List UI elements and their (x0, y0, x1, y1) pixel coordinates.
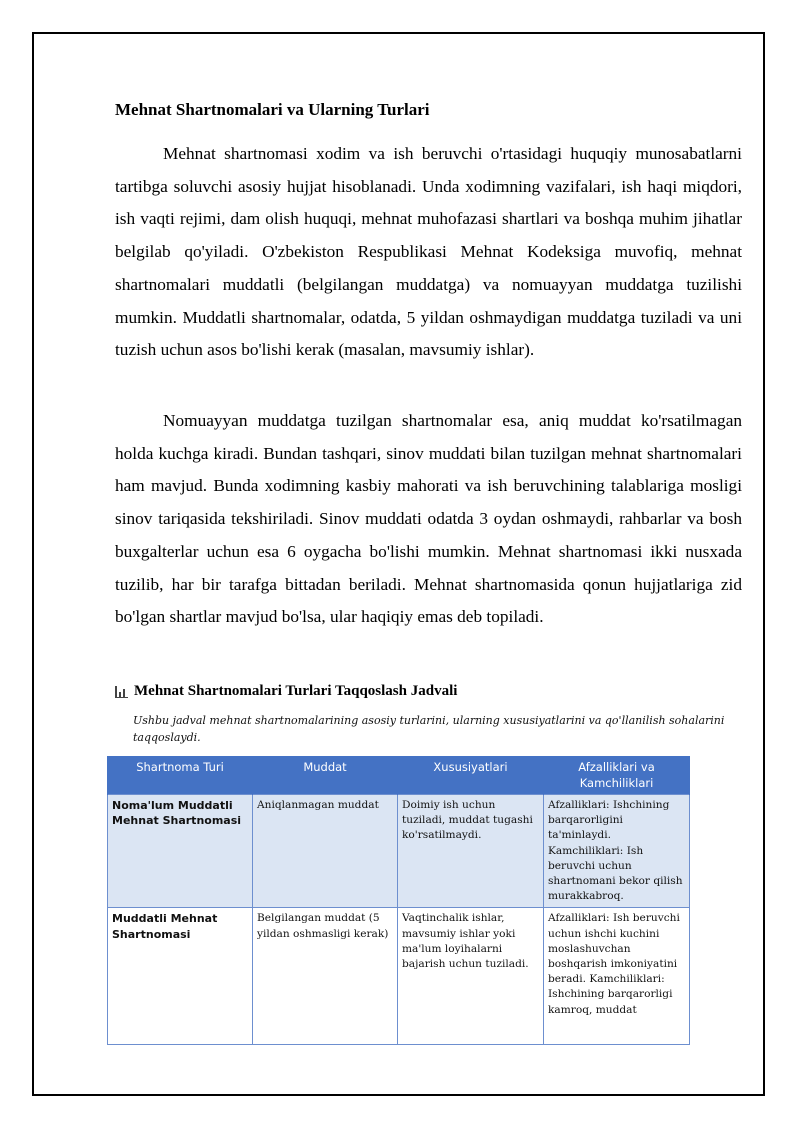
table-cell: Aniqlanmagan muddat (253, 795, 398, 908)
column-header: Shartnoma Turi (108, 756, 253, 795)
column-header: Xususiyatlari (398, 756, 544, 795)
column-header: Afzalliklari va Kamchiliklari (544, 756, 690, 795)
table-row (108, 795, 690, 908)
document-heading: Mehnat Shartnomalari va Ularning Turlari (115, 100, 430, 119)
table-title-text: Mehnat Shartnomalari Turlari Taqqoslash Jadvali (134, 683, 458, 699)
table-row (108, 908, 690, 1045)
paragraph-1: Mehnat shartnomasi xodim va ish beruvchi o'rtasidagi huquqiy munosabatlarni tartibga soluvchi asosiy hujjat hisoblanadi. Unda xodimning vazifalari, ish haqi miqdori, ish vaqti rejimi, dam olish huquqi, mehnat muhofazasi shartlari va boshqa muhim jihatlar belgilab qo'yiladi. O'zbekiston Respublikasi Mehnat Kodeksiga muvofiq, mehnat shartnomalari muddatli (belgilangan muddatga) va nomuayyan muddatga tuzilishi mumkin. Muddatli shartnomalar, odatda, 5 yildan oshmaydigan muddatga tuziladi va uni tuzish uchun asos bo'lishi kerak (masalan, mavsumiy ishlar). (115, 144, 742, 360)
table-cell: Afzalliklari: Ishchining barqarorligini ta'minlaydi. Kamchiliklari: Ish beruvchi uchun shartnomani bekor qilish murakkabroq. (544, 795, 690, 908)
comparison-table (107, 756, 690, 1045)
paragraph-2: Nomuayyan muddatga tuzilgan shartnomalar esa, aniq muddat ko'rsatilmagan holda kuchga kiradi. Bundan tashqari, sinov muddati bilan tuzilgan mehnat shartnomalari ham mavjud. Bunda xodimning kasbiy mahorati va ish beruvchining talablariga mosligi sinov tariqasida tekshiriladi. Sinov muddati odatda 3 oydan oshmaydi, rahbarlar va bosh buxgalterlar uchun esa 6 oygacha bo'lishi mumkin. Mehnat shartnomasi ikki nusxada tuzilib, har bir tarafga bittadan beriladi. Mehnat shartnomasida qonun hujjatlariga zid bo'lgan shartlar mavjud bo'lsa, ular haqiqiy emas deb topiladi. (115, 411, 742, 627)
table-title (115, 683, 457, 700)
table-cell: Muddatli Mehnat Shartnomasi (108, 908, 253, 1045)
table-cell: Vaqtinchalik ishlar, mavsumiy ishlar yoki ma'lum loyihalarni bajarish uchun tuziladi. (398, 908, 544, 1045)
table-description: Ushbu jadval mehnat shartnomalarining asosiy turlarini, ularning xususiyatlarini va qo'llanilish sohalarini taqqoslaydi. (133, 714, 725, 744)
table-header-row (108, 756, 690, 795)
table-cell: Noma'lum Muddatli Mehnat Shartnomasi (108, 795, 253, 908)
bar-chart-icon (115, 686, 128, 698)
table-cell: Afzalliklari: Ish beruvchi uchun ishchi kuchini moslashuvchan boshqarish imkoniyatini beradi. Kamchiliklari: Ishchining barqarorligi kamroq, muddat (544, 908, 690, 1045)
table-cell: Doimiy ish uchun tuziladi, muddat tugashi ko'rsatilmaydi. (398, 795, 544, 908)
column-header: Muddat (253, 756, 398, 795)
table-cell: Belgilangan muddat (5 yildan oshmasligi kerak) (253, 908, 398, 1045)
